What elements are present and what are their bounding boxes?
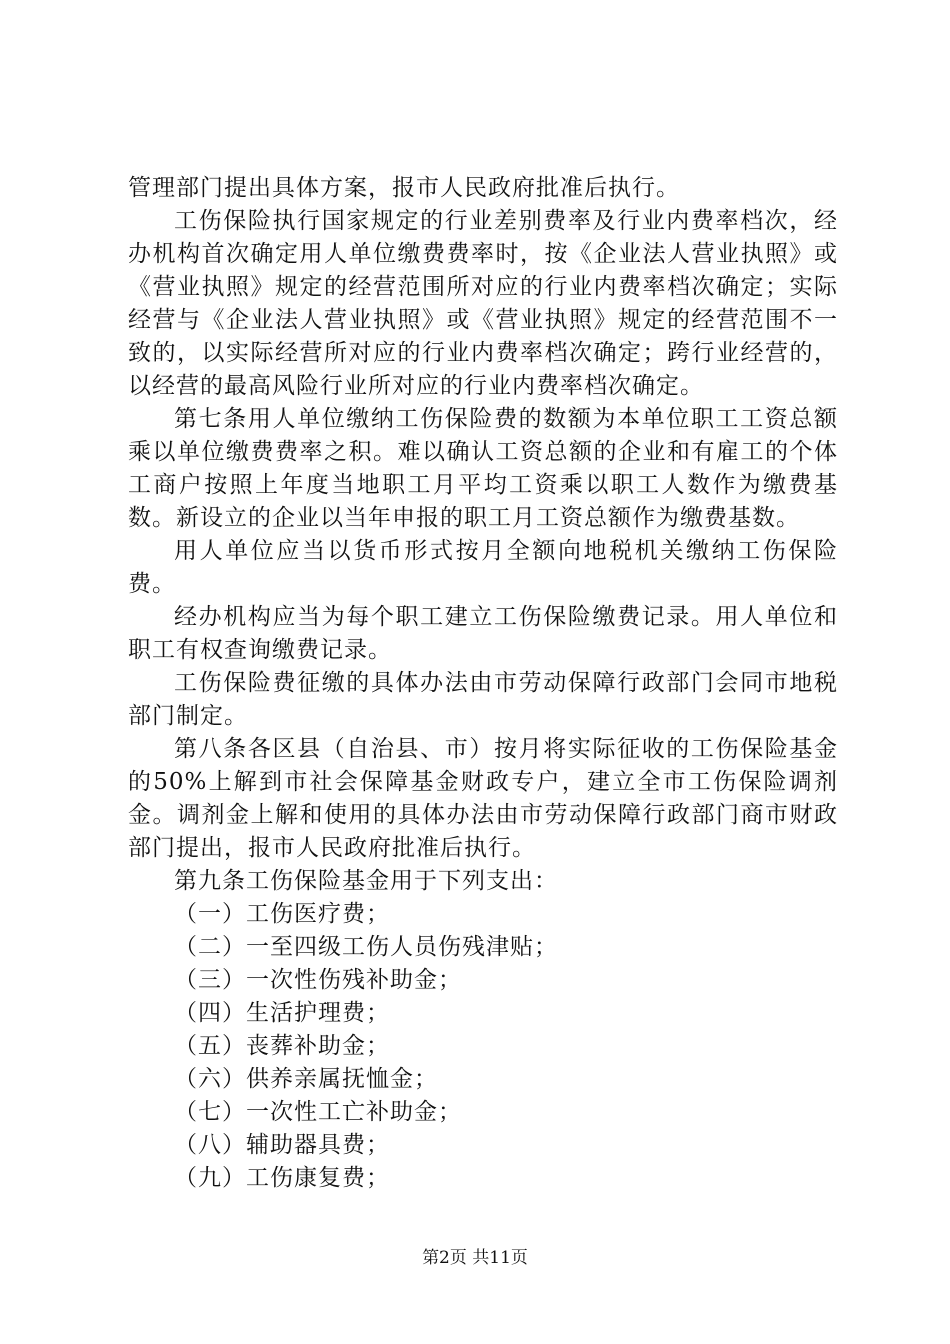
list-item: （三）一次性伤残补助金； — [174, 967, 462, 993]
list-item: （九）工伤康复费； — [174, 1165, 390, 1191]
list-item: （七）一次性工亡补助金； — [174, 1099, 462, 1125]
list-item: （四）生活护理费； — [174, 1000, 390, 1026]
list-item: （八）辅助器具费； — [174, 1132, 390, 1158]
list-item: （二）一至四级工伤人员伤残津贴； — [174, 934, 558, 960]
paragraph-payment-records: 经办机构应当为每个职工建立工伤保险缴费记录。用人单位和职工有权查询缴费记录。 — [128, 604, 838, 663]
paragraph-continuation: 管理部门提出具体方案，报市人民政府批准后执行。 — [128, 175, 680, 201]
page-footer: 第2页 共11页 — [422, 1248, 528, 1268]
paragraph-payment-method: 用人单位应当以货币形式按月全额向地税机关缴纳工伤保险费。 — [128, 538, 838, 597]
paragraph-rate-classification: 工伤保险执行国家规定的行业差别费率及行业内费率档次，经办机构首次确定用人单位缴费费率时，按《企业法人营业执照》或《营业执照》规定的经营范围所对应的行业内费率档次确定；实际经营与《企业法人营业执照》或《营业执照》规定的经营范围不一致的，以实际经营所对应的行业内费率档次确定；跨行业经营的，以经营的最高风险行业所对应的行业内费率档次确定。 — [128, 208, 838, 399]
list-item: （五）丧葬补助金； — [174, 1033, 390, 1059]
paragraph-collection-rules: 工伤保险费征缴的具体办法由市劳动保障行政部门会同市地税部门制定。 — [128, 670, 838, 729]
paragraph-article-7: 第七条用人单位缴纳工伤保险费的数额为本单位职工工资总额乘以单位缴费费率之积。难以确认工资总额的企业和有雇工的个体工商户按照上年度当地职工月平均工资乘以职工人数作为缴费基数。新设立的企业以当年申报的职工月工资总额作为缴费基数。 — [128, 406, 838, 531]
paragraph-article-9: 第九条工伤保险基金用于下列支出： — [174, 868, 558, 894]
list-item: （六）供养亲属抚恤金； — [174, 1066, 438, 1092]
list-item: （一）工伤医疗费； — [174, 901, 390, 927]
document-body — [128, 172, 838, 1195]
paragraph-article-8: 第八条各区县（自治县、市）按月将实际征收的工伤保险基金的50%上解到市社会保障基金财政专户，建立全市工伤保险调剂金。调剂金上解和使用的具体办法由市劳动保障行政部门商市财政部门提出，报市人民政府批准后执行。 — [128, 736, 838, 861]
